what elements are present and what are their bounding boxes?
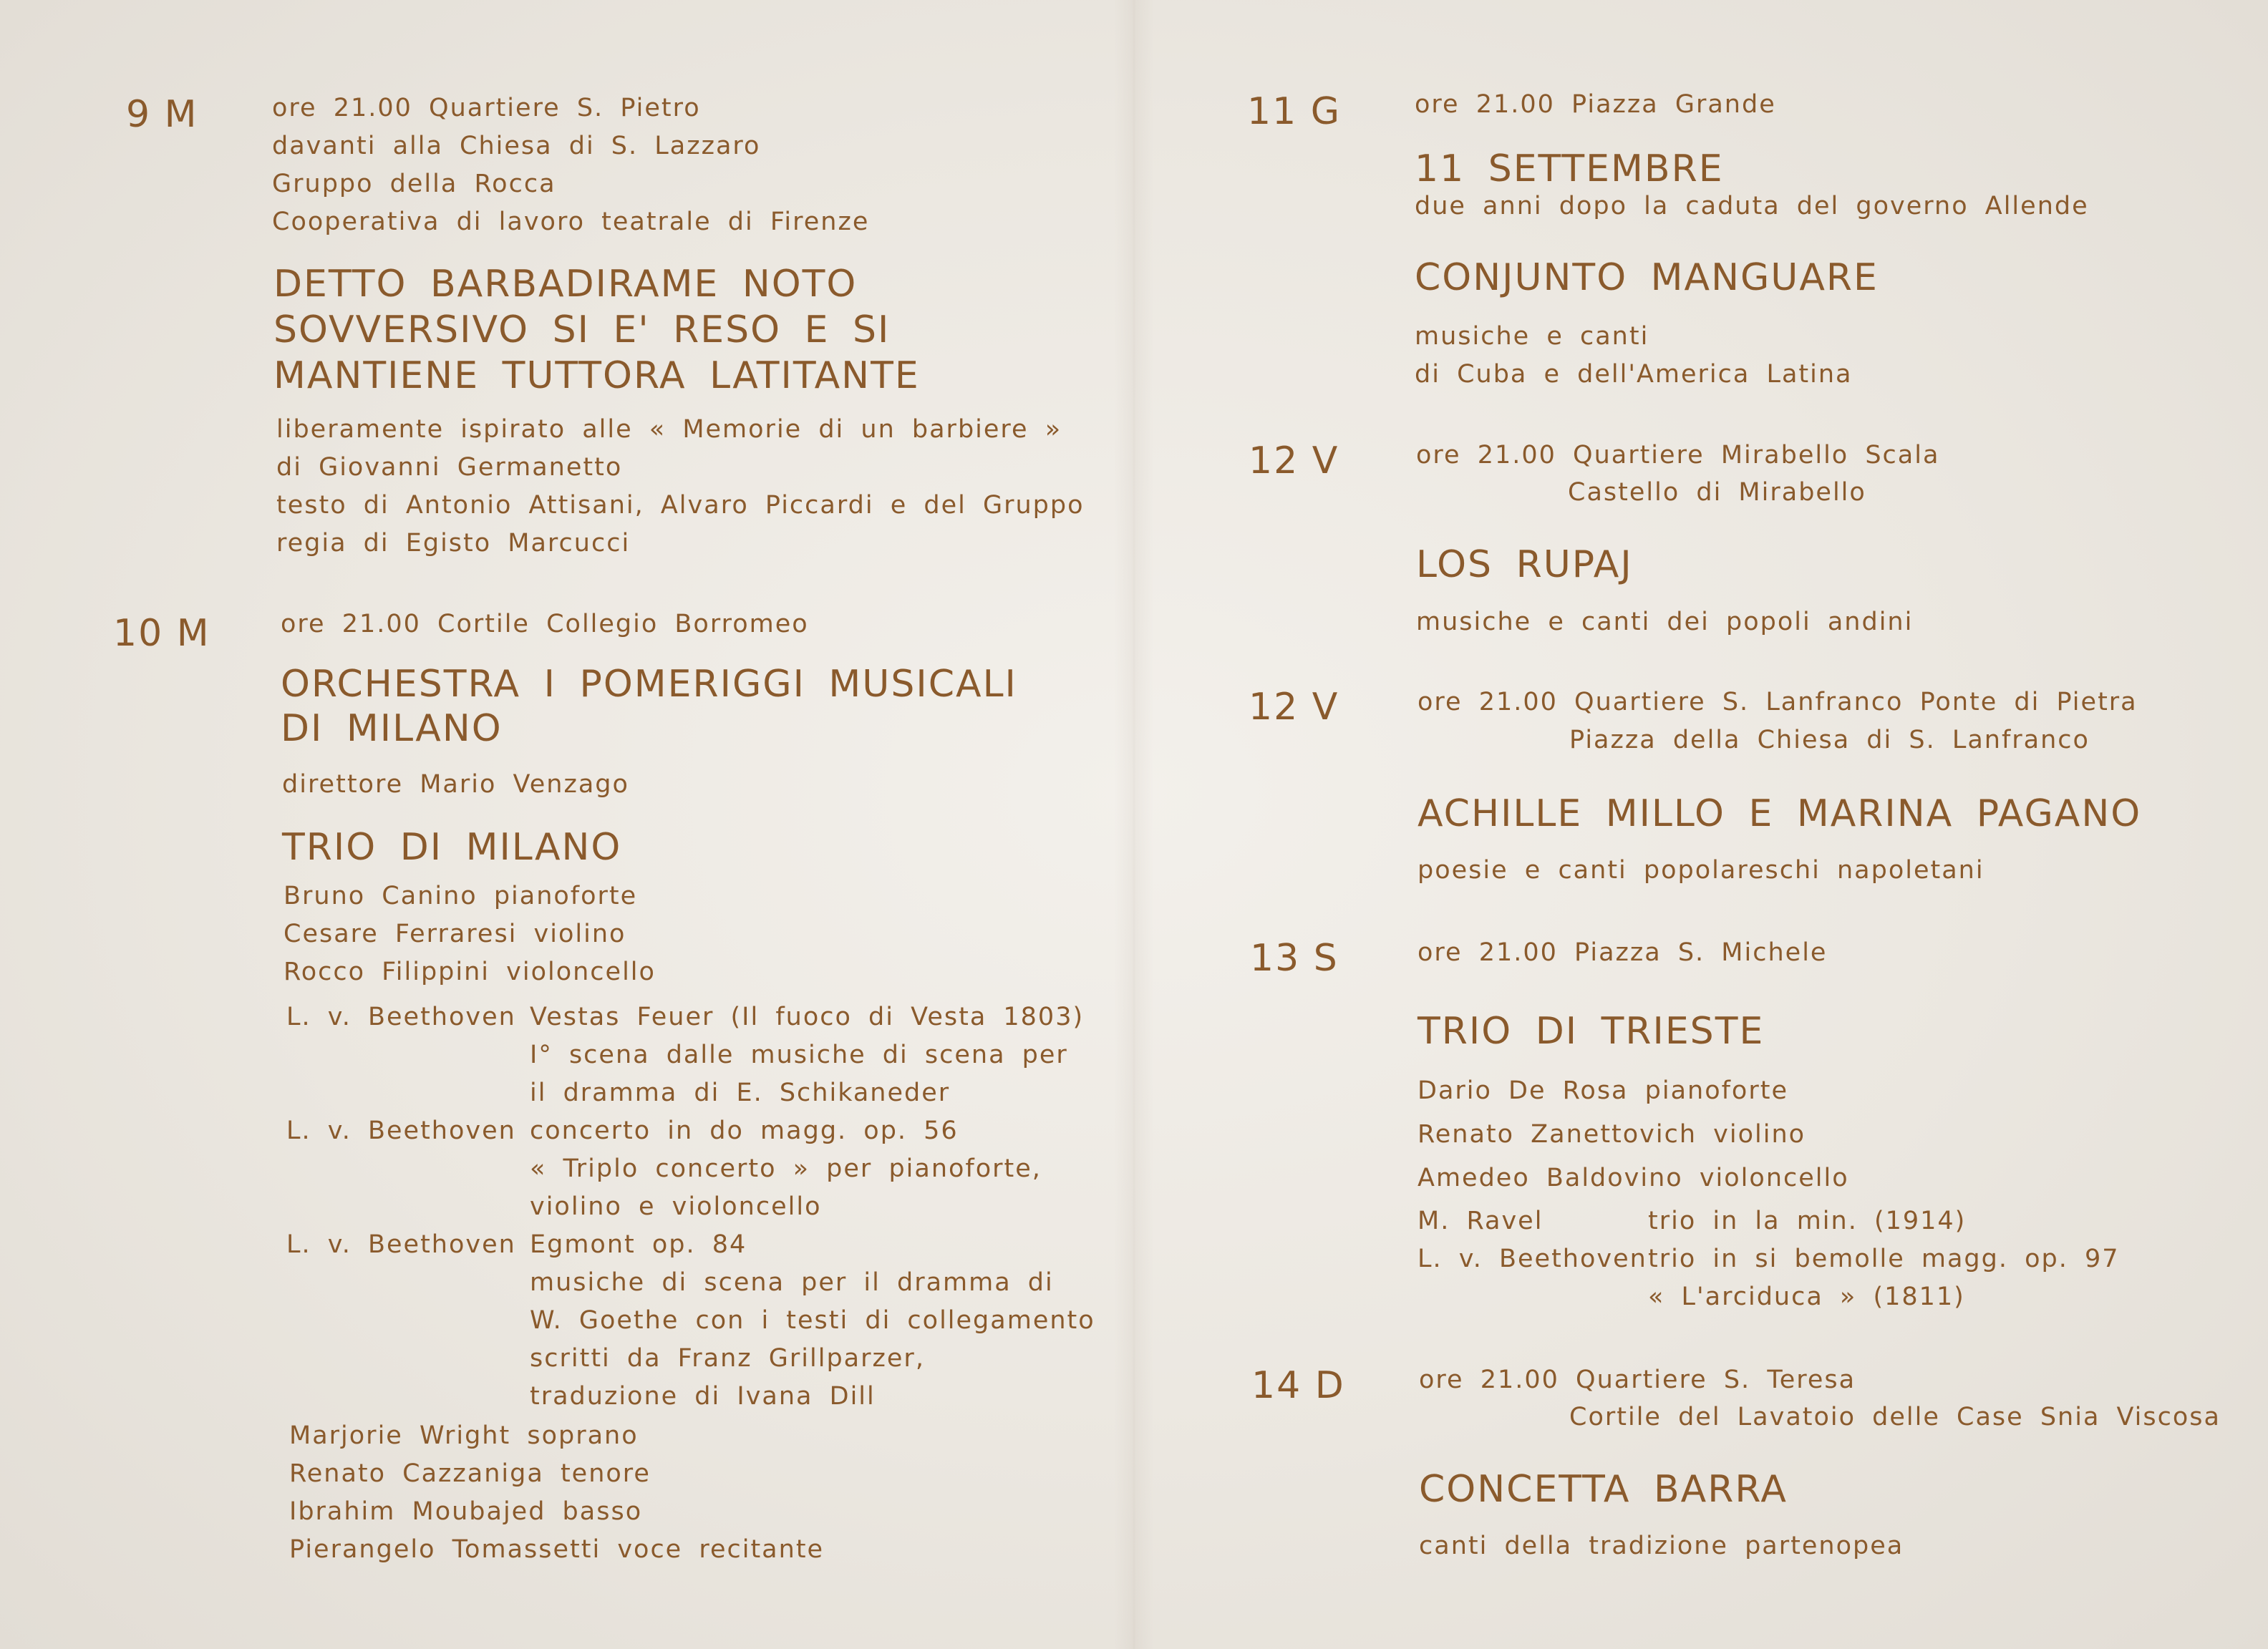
work-line: W. Goethe con i testi di collegamento [530,1306,1095,1335]
event-note: poesie e canti popolareschi napoletani [1418,856,1984,885]
work-line: musiche di scena per il dramma di [530,1268,1054,1297]
soloist-line: Renato Cazzaniga tenore [289,1459,651,1488]
program-composer: L. v. Beethoven [286,1230,516,1259]
event-title: 11 SETTEMBRE [1415,147,1724,190]
event-time-place: ore 21.00 Piazza Grande [1415,90,1776,119]
event-title: ACHILLE MILLO E MARINA PAGANO [1418,792,2142,835]
concert-program [1418,1202,2205,1316]
soloists [289,1417,824,1569]
event-day: 12 V [1249,686,1339,729]
ensemble-title: TRIO DI MILANO [282,826,622,869]
work-line: scritti da Franz Grillparzer, [530,1344,925,1373]
ensemble-players [284,877,656,991]
ensemble-title: TRIO DI TRIESTE [1418,1010,1765,1053]
title-line: ORCHESTRA I POMERIGGI MUSICALI [281,663,1017,706]
work-line: trio in la min. (1914) [1648,1207,1967,1235]
program-work [530,998,1084,1112]
event-details [272,89,869,241]
work-line: Egmont op. 84 [530,1230,747,1259]
title-line: SOVVERSIVO SI E' RESO E SI [273,308,891,351]
event-time-place: ore 21.00 Cortile Collegio Borromeo [281,610,809,638]
detail-line: ore 21.00 Quartiere S. Pietro [272,94,701,122]
event-day: 13 S [1250,937,1339,980]
detail-line: davanti alla Chiesa di S. Lazzaro [272,132,761,160]
work-line: « Triplo concerto » per pianoforte, [530,1154,1042,1183]
event-subtitle: due anni dopo la caduta del governo Allende [1415,192,2089,220]
program-composer: M. Ravel [1418,1207,1544,1235]
work-line: « L'arciduca » (1811) [1648,1283,1965,1311]
program-work [530,1226,1095,1416]
title-line: MANTIENE TUTTORA LATITANTE [273,354,920,397]
program-work [1648,1240,2120,1316]
work-line: concerto in do magg. op. 56 [530,1117,959,1145]
program-work [530,1112,1042,1226]
player-line: Cesare Ferraresi violino [284,920,626,948]
program-item [286,998,1085,1112]
event-day: 12 V [1249,439,1339,482]
program-item [286,1226,1095,1416]
program-item [1418,1202,2205,1240]
note-line: di Giovanni Germanetto [276,453,623,482]
player-line: Rocco Filippini violoncello [284,958,656,986]
program-composer: L. v. Beethoven [286,1003,516,1031]
event-time-place: ore 21.00 Piazza S. Michele [1418,938,1828,967]
event-note: musiche e canti dei popoli andini [1416,608,1914,636]
event-day: 14 D [1251,1364,1345,1407]
event-day: 11 G [1247,90,1341,133]
note-line: liberamente ispirato alle « Memorie di un barbiere » [276,415,1062,444]
note-line: testo di Antonio Attisani, Alvaro Piccardi e del Gruppo [276,491,1085,520]
note-line: musiche e canti [1415,322,1649,351]
soloist-line: Marjorie Wright soprano [289,1421,639,1450]
event-title: LOS RUPAJ [1416,543,1633,586]
event-title [273,261,920,399]
right-page [1134,0,2268,1649]
program-item [286,1112,1060,1226]
program-item [1418,1240,2205,1316]
title-line: DI MILANO [281,707,503,750]
event-notes [1415,318,1852,394]
detail-line: Cooperativa di lavoro teatrale di Firenze [272,208,870,236]
note-line: di Cuba e dell'America Latina [1415,360,1853,389]
player-line: Bruno Canino pianoforte [284,882,638,910]
player-line: Renato Zanettovich violino [1418,1120,1806,1149]
event-place-detail: Cortile del Lavatoio delle Case Snia Viscosa [1569,1403,2221,1431]
program-work [1648,1202,1966,1240]
title-line: DETTO BARBADIRAME NOTO [273,263,858,306]
program-composer: L. v. Beethoven [1418,1245,1647,1273]
work-line: traduzione di Ivana Dill [530,1382,876,1411]
event-note: canti della tradizione partenopea [1419,1532,1904,1560]
ensemble-title: CONJUNTO MANGUARE [1415,256,1879,299]
work-line: il dramma di E. Schikaneder [530,1079,951,1107]
work-line: I° scena dalle musiche di scena per [530,1041,1068,1069]
work-line: violino e violoncello [530,1192,822,1221]
work-line: trio in si bemolle magg. op. 97 [1648,1245,2120,1273]
event-place-detail: Piazza della Chiesa di S. Lanfranco [1569,726,2090,754]
work-line: Vestas Feuer (Il fuoco di Vesta 1803) [530,1003,1085,1031]
event-time-place: ore 21.00 Quartiere S. Lanfranco Ponte di Pietra [1418,688,2138,716]
event-notes [276,411,1085,563]
conductor: direttore Mario Venzago [282,770,629,799]
concert-program [286,998,1095,1416]
detail-line: Gruppo della Rocca [272,170,556,198]
event-day: 10 M [113,612,210,655]
soloist-line: Ibrahim Moubajed basso [289,1497,643,1526]
program-composer: L. v. Beethoven [286,1117,516,1145]
player-line: Dario De Rosa pianoforte [1418,1076,1788,1105]
event-time-place: ore 21.00 Quartiere Mirabello Scala [1416,441,1940,470]
soloist-line: Pierangelo Tomassetti voce recitante [289,1535,825,1564]
note-line: regia di Egisto Marcucci [276,529,631,558]
event-title [281,662,1017,751]
event-place-detail: Castello di Mirabello [1568,478,1866,507]
event-day: 9 M [126,93,198,136]
event-time-place: ore 21.00 Quartiere S. Teresa [1419,1366,1856,1394]
player-line: Amedeo Baldovino violoncello [1418,1164,1849,1192]
ensemble-players [1418,1069,1849,1200]
event-title: CONCETTA BARRA [1419,1468,1788,1511]
